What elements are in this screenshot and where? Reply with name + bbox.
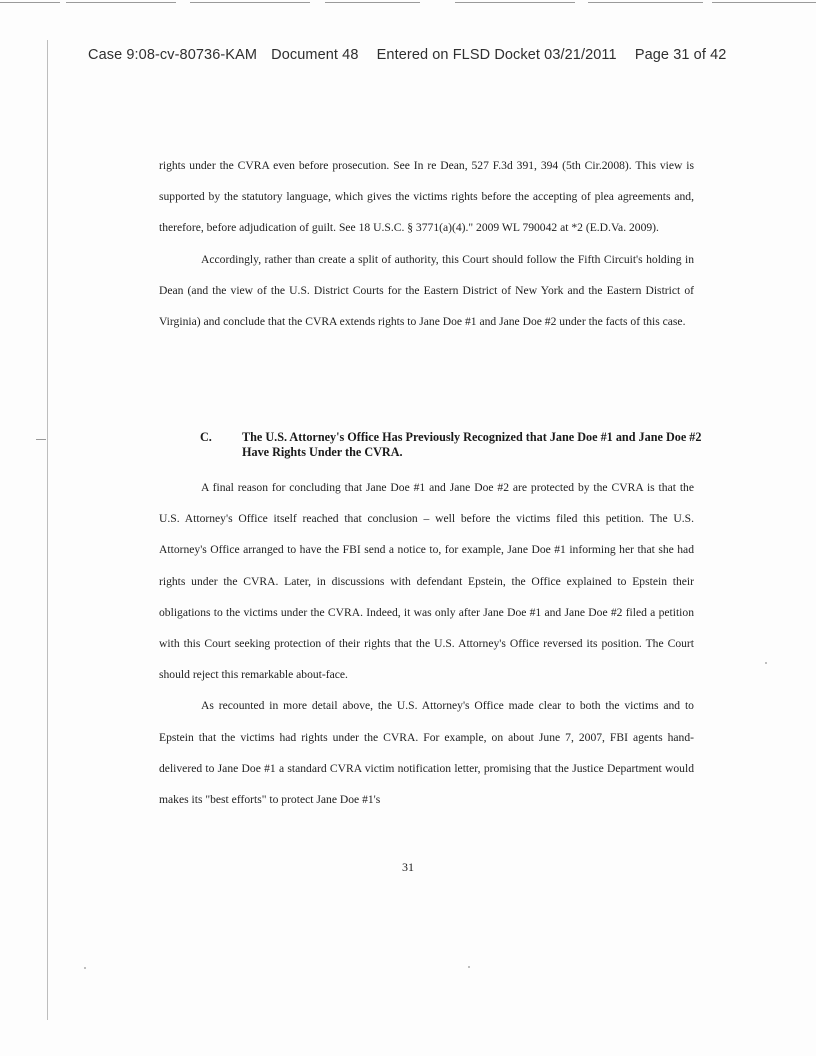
header-document-number: Document 48 [271,47,359,63]
page-number: 31 [402,860,414,874]
paragraph-accordingly [159,244,694,338]
header-case-number: Case 9:08-cv-80736-KAM [88,47,258,63]
text-line: 7, 2007, FBI agents hand-delivered to Jane Doe #1 a standard CVRA victim notification letter, [159,730,694,775]
paragraph-final-reason [159,472,694,690]
text-line: As recounted in more detail above, the U.S. Attorney's Office made clear to both the [201,699,620,713]
text-line: Cir.2008). This view is supported by the statutory language, which gives the victims rights [159,159,694,204]
text-line: with defendant Epstein, the Office explained to Epstein their obligations to the victims under the [159,574,695,619]
header-entered-date: Entered on FLSD Docket 03/21/2011 [376,47,617,63]
scan-artifact-dot [765,662,767,664]
text-line: Jane Doe #1 and Jane Doe #2 under the facts of this case. [419,315,686,329]
text-line: CVRA is that the U.S. Attorney's Office itself reached that conclusion – well before the victims [159,481,694,526]
text-line: victims and to Epstein that the victims had rights under the CVRA. For example, on about June [159,699,694,744]
header-page-count: Page 31 of 42 [634,47,727,63]
text-line: before the accepting of plea agreements and, therefore, before adjudication of guilt. See 18 [159,190,694,235]
text-line: CVRA. Indeed, it was only after Jane Doe #1 and Jane Doe #2 filed a petition with this Court [159,605,694,651]
scan-artifact-tick [36,439,46,440]
section-title: The U.S. Attorney's Office Has Previously Recognized that Jane Doe #1 and Jane Doe #2 Have Rights Under the CVRA. [242,430,702,459]
text-line: example, Jane Doe #1 informing her that she had rights under the CVRA. Later, in discussions [159,543,694,588]
text-line: promising that the Justice Department would makes its "best efforts" to protect Jane Doe #1's [159,761,694,807]
text-line: filed this petition. The U.S. Attorney's Office arranged to have the FBI send a notice to, for [159,512,695,557]
text-line: A final reason for concluding that Jane Doe #1 and Jane Doe #2 are protected by the [201,481,608,494]
body-text-bottom [159,472,694,815]
text-line: New York and the Eastern District of Virginia) and conclude that the CVRA extends rights to [159,283,694,329]
text-line: seeking protection of their rights that the U.S. Attorney's Office reversed its position. The Court [234,637,695,651]
scan-artifact-dot [84,967,86,969]
docket-header [88,47,748,63]
body-text-top [159,150,694,337]
text-line: should reject this remarkable about-face. [159,668,348,682]
text-line: Circuit's holding in Dean (and the view of the U.S. District Courts for the Eastern District of [159,252,694,297]
text-line: U.S.C. § 3771(a)(4)." 2009 WL 790042 at *2 (E.D.Va. 2009). [373,221,659,235]
scan-artifact-dot [468,966,470,968]
section-letter: C. [200,430,212,444]
paragraph-continued [159,150,694,244]
text-line: Accordingly, rather than create a split of authority, this Court should follow the Fifth [201,252,601,266]
text-line: rights under the CVRA even before prosecution. See In re Dean, 527 F.3d 391, 394 (5th [159,159,581,172]
scan-artifact-top [0,0,816,10]
paragraph-recounted [159,690,694,815]
